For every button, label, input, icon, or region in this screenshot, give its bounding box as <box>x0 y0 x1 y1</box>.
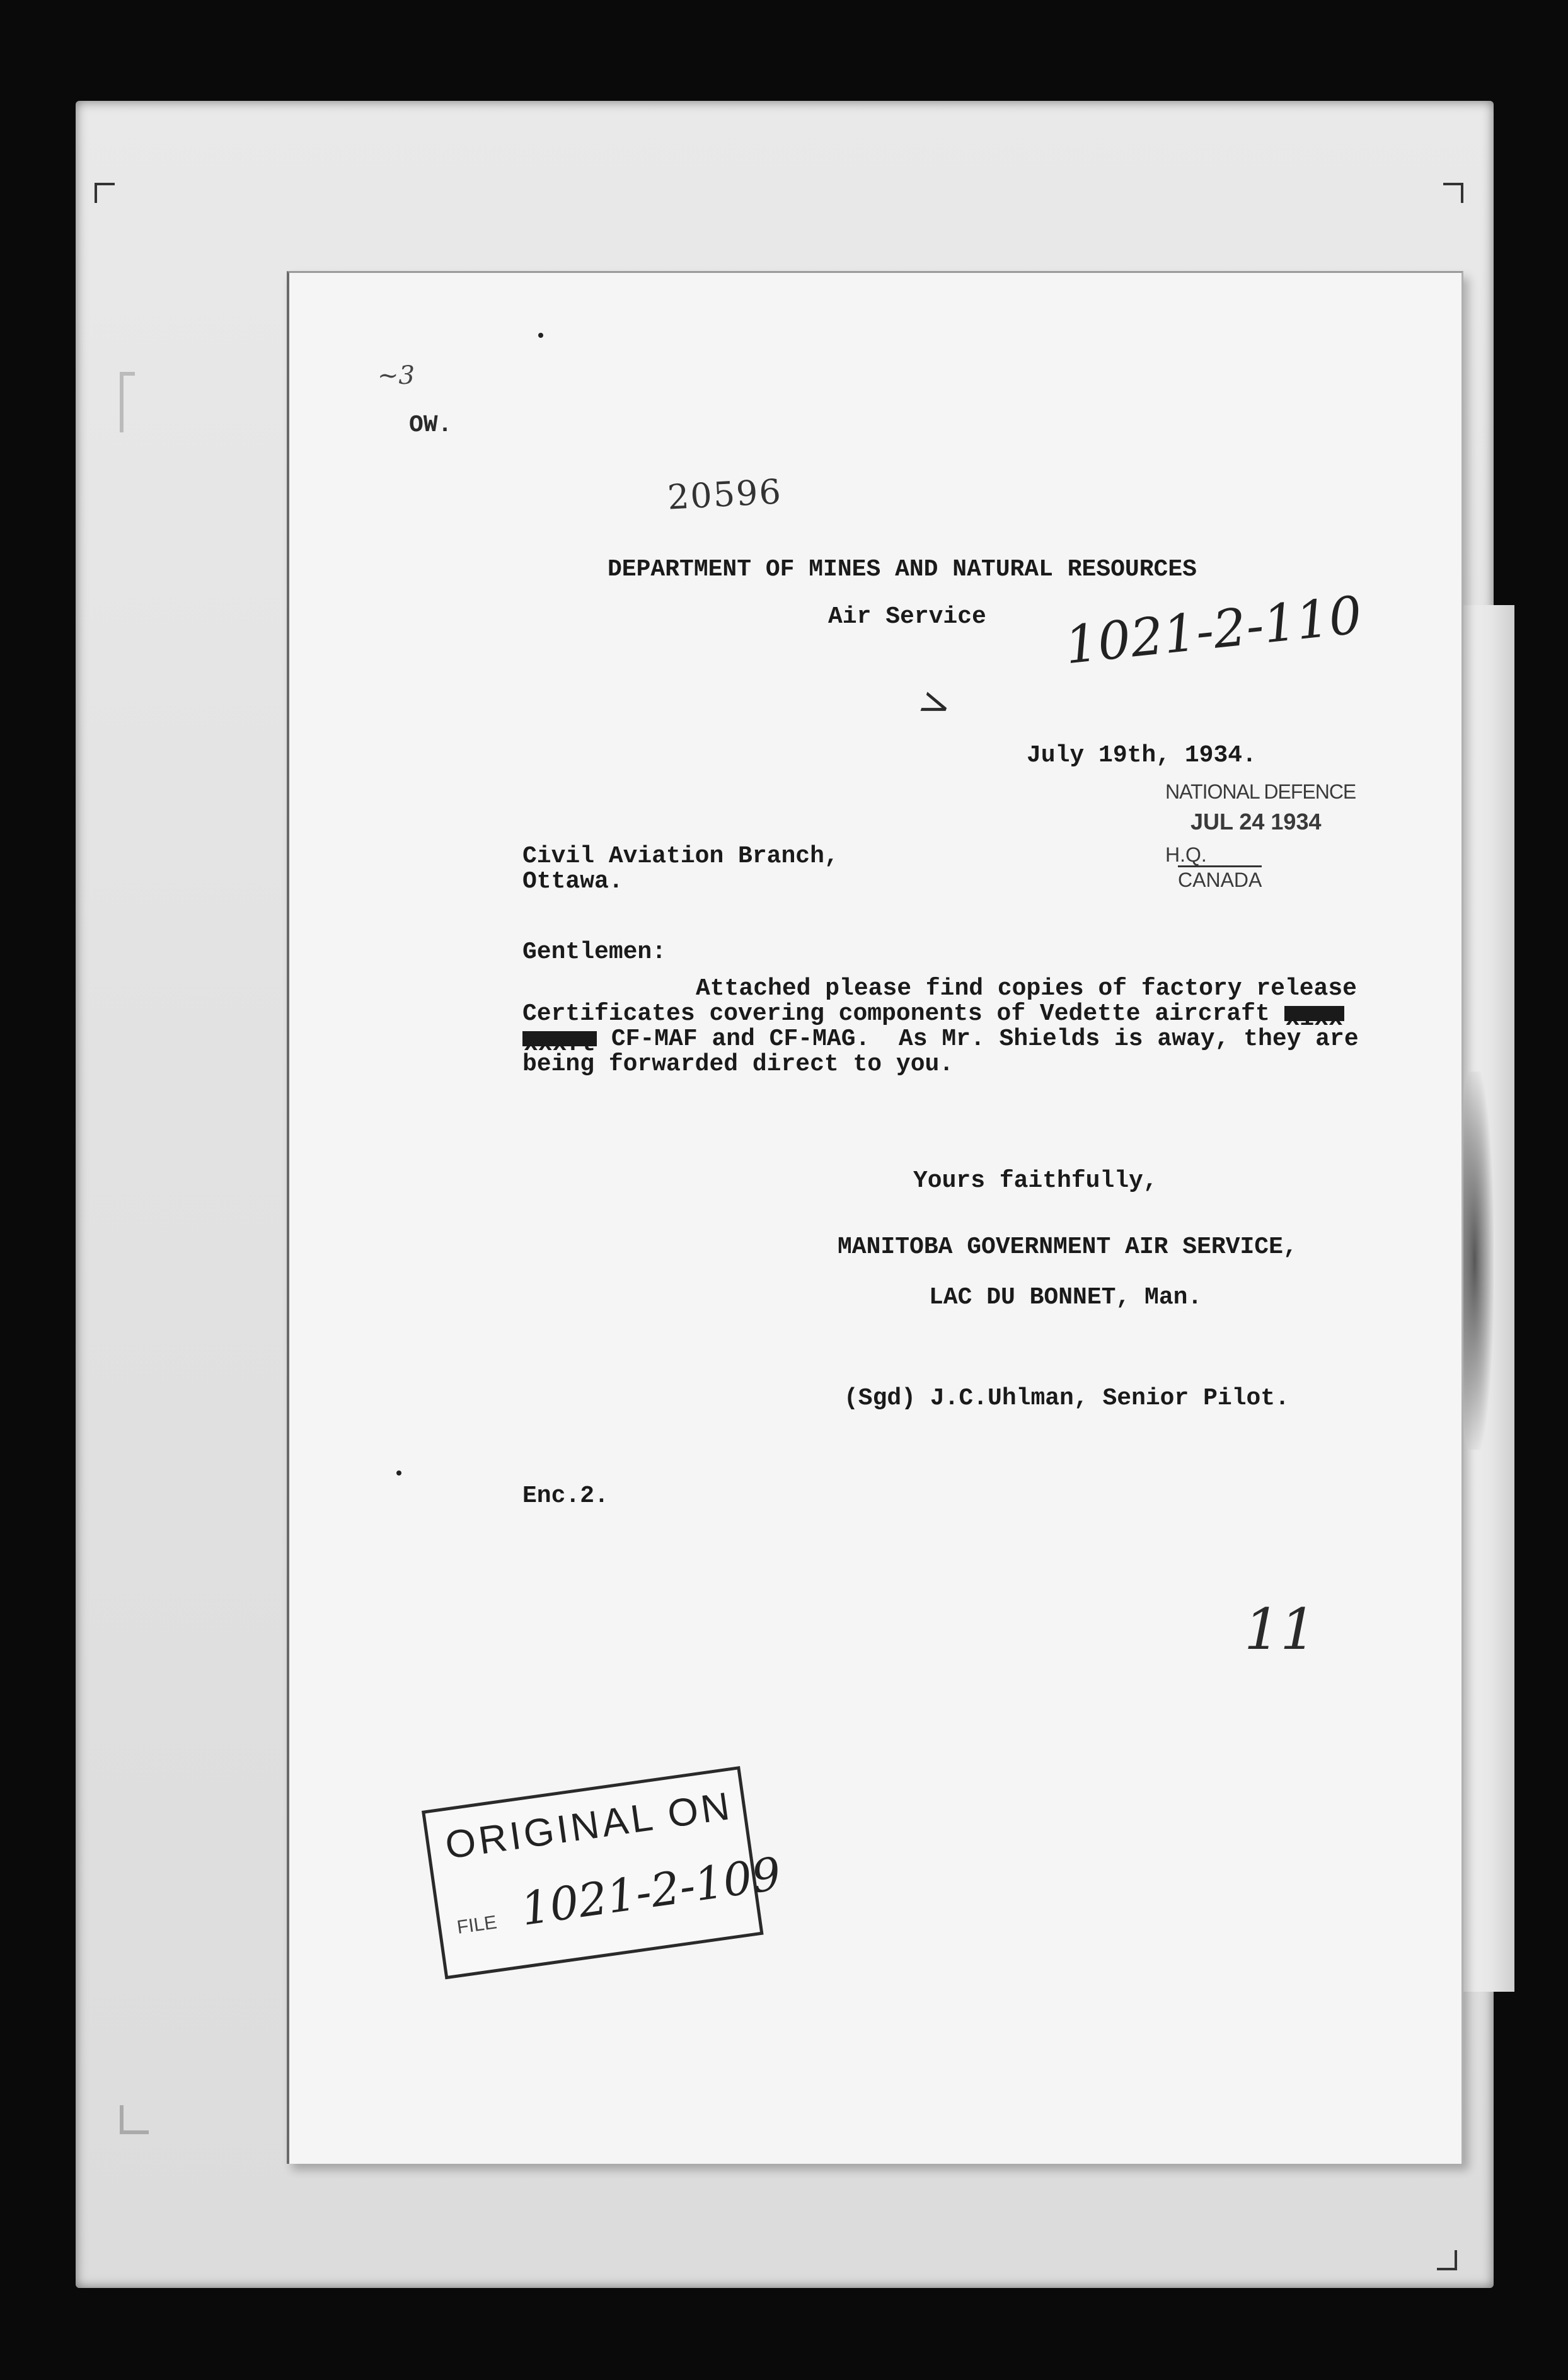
salutation: Gentlemen: <box>522 939 667 966</box>
corner-mark-top-left <box>95 183 115 203</box>
letter-date: July 19th, 1934. <box>1027 742 1257 769</box>
body-line: Attached please find copies of factory release <box>696 975 1357 1002</box>
handwritten-file-reference: 1021-2-110 <box>1062 585 1365 676</box>
margin-scribble: ~3 <box>378 361 415 390</box>
ink-dot <box>538 333 543 338</box>
stamp-line: CANADA <box>1178 865 1262 892</box>
file-number: 20596 <box>666 471 783 517</box>
body-line: being forwarded direct to you. <box>522 1051 954 1078</box>
scan-mark <box>120 372 135 432</box>
struck-text: xixx <box>1285 1005 1343 1032</box>
closing: Yours faithfully, <box>913 1167 1158 1194</box>
service-heading: Air Service <box>828 603 986 630</box>
corner-mark-top-right <box>1443 183 1463 203</box>
ow-mark: OW. <box>409 412 453 439</box>
ink-dot <box>396 1470 401 1476</box>
recipient-line: Civil Aviation Branch, <box>522 843 839 870</box>
signatory-organization: MANITOBA GOVERNMENT AIR SERVICE, <box>838 1233 1298 1261</box>
body-line <box>522 1025 1359 1058</box>
corner-mark-bottom-right <box>1437 2250 1457 2270</box>
stamp-line: H.Q. <box>1165 843 1207 866</box>
page-count-annotation: 11 <box>1244 1597 1317 1663</box>
body-text: CF-MAF and CF-MAG. As Mr. Shields is away, they are <box>611 1025 1359 1053</box>
struck-text: xxxft <box>524 1030 596 1058</box>
body-text: Certificates covering components of Vedette aircraft <box>522 1000 1270 1027</box>
enclosure-note: Enc.2. <box>522 1482 609 1510</box>
signature-line: (Sgd) J.C.Uhlman, Senior Pilot. <box>844 1385 1289 1412</box>
body-line <box>522 1000 1344 1032</box>
signatory-place: LAC DU BONNET, Man. <box>929 1284 1202 1311</box>
original-on-file-stamp <box>422 1766 785 1979</box>
stamp-file-label: FILE <box>456 1912 499 1938</box>
department-heading: DEPARTMENT OF MINES AND NATURAL RESOURCES <box>608 556 1197 583</box>
recipient-line: Ottawa. <box>522 868 623 895</box>
corner-mark-bottom-left <box>120 2105 149 2134</box>
stamp-date: JUL 24 1934 <box>1190 809 1322 835</box>
letter-page <box>287 271 1463 2164</box>
pencil-tick: > <box>913 678 958 731</box>
received-stamp <box>1165 780 1354 894</box>
stamp-file-number: 1021-2-109 <box>517 1847 785 1936</box>
stamp-line: NATIONAL DEFENCE <box>1165 780 1356 803</box>
stamp-title: ORIGINAL ON <box>442 1784 735 1868</box>
